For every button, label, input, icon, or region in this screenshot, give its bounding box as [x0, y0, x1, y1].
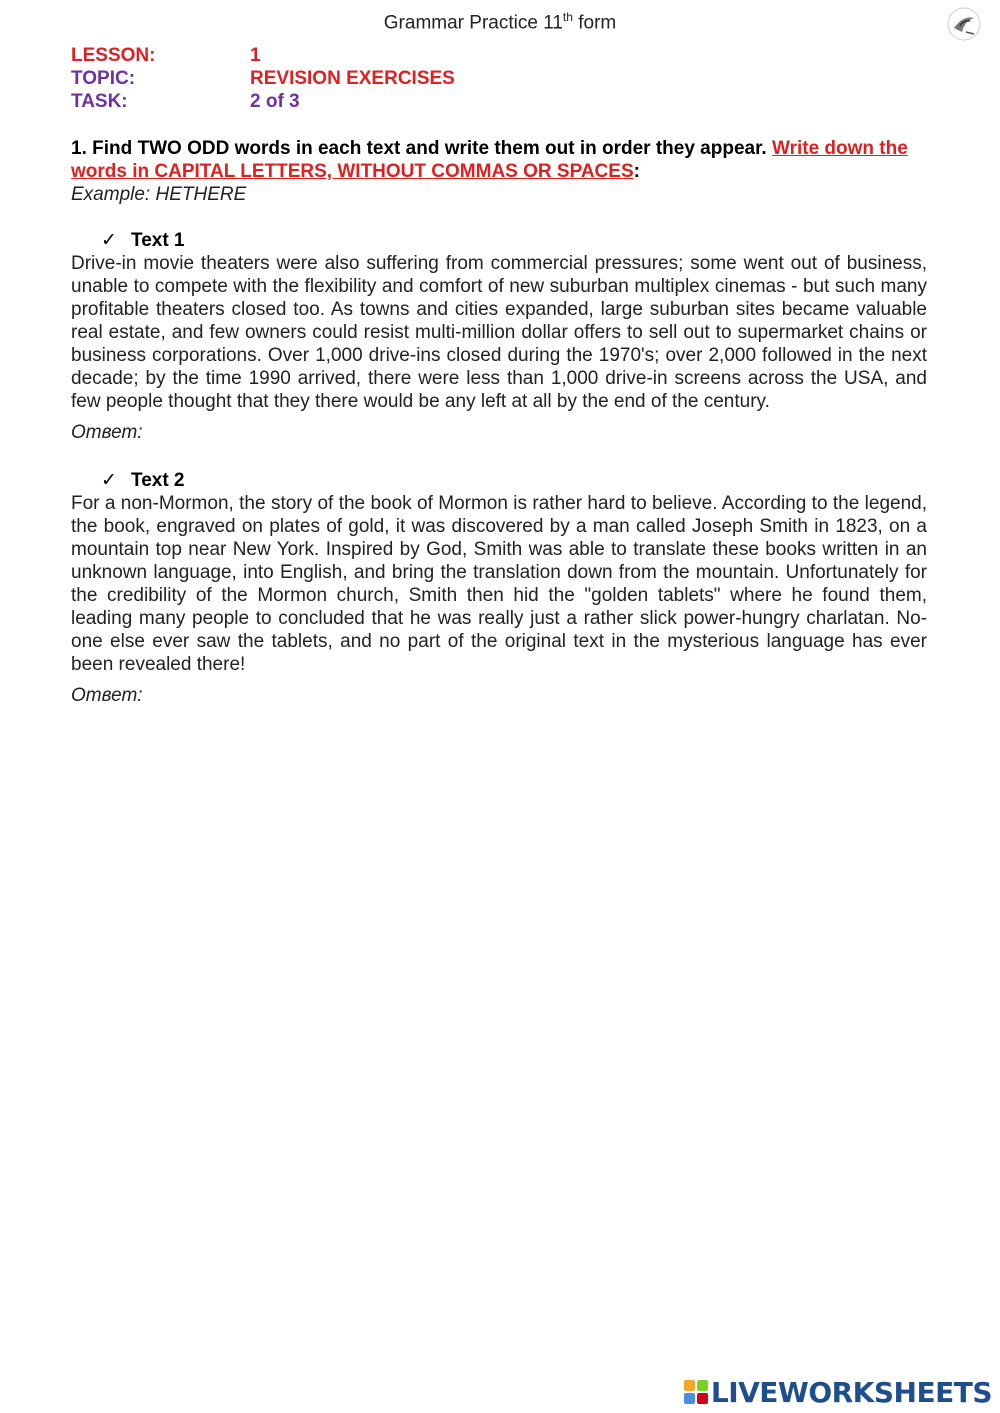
liveworksheets-logo-icon — [684, 1380, 708, 1404]
text-2-answer-label[interactable]: Ответ: — [71, 685, 143, 706]
checkmark-icon: ✓ — [101, 230, 117, 251]
text-2-body: For a non-Mormon, the story of the book of Mormon is rather hard to believe. According to the legend, the book, engraved on plates of gold, it was discovered by a man called Joseph Smith in 1823, on a mountain top near New York. Inspired by God, Smith was able to translate these books written in an unknown language, into English, and bring the translation down from the mountain. Unfortunately for the credibility of the Mormon church, Smith then hid the "golden tablets" where he found them, leading many people to concluded that he was really just a rather slick power-hungry charlatan. No-one else ever saw the tablets, and no part of the original text in the mysterious language has ever been revealed there! — [71, 493, 927, 675]
text-1-answer-label[interactable]: Ответ: — [71, 422, 143, 443]
lesson-row — [71, 44, 455, 67]
text-2-heading — [71, 469, 927, 492]
instruction-colon: : — [633, 161, 640, 182]
header-title: Grammar Practice 11 — [383, 12, 563, 34]
instruction-highlight: Write down the words in CAPITAL LETTERS, WITHOUT COMMAS OR SPACES — [71, 138, 908, 182]
bird-logo-icon — [946, 6, 982, 42]
topic-value: REVISION EXERCISES — [250, 68, 455, 89]
header-title-suffix: form — [578, 12, 617, 34]
text-1-heading — [71, 229, 927, 252]
worksheet-content — [71, 137, 927, 707]
task-row — [71, 90, 455, 113]
instruction — [71, 137, 927, 183]
text-1-body: Drive-in movie theaters were also suffering from commercial pressures; some went out of business, unable to compete with the flexibility and comfort of new suburban multiplex cinemas - but such many profitable theaters closed too. As towns and cities expanded, large suburban sites became valuable real estate, and few owners could resist multi-million dollar offers to sell out to supermarket chains or business corporations. Over 1,000 drive-ins closed during the 1970's; over 2,000 followed in the next decade; by the time 1990 arrived, there were less than 1,000 drive-in screens across the USA, and few people thought that they there would be any left at all by the end of the century. — [71, 253, 927, 412]
checkmark-icon: ✓ — [101, 470, 117, 491]
text-1-title: Text 1 — [131, 230, 185, 251]
task-label: TASK: — [71, 91, 128, 112]
page-header — [0, 10, 1000, 34]
lesson-meta — [71, 44, 455, 113]
brand-name: LIVEWORKSHEETS — [710, 1375, 992, 1409]
lesson-label: LESSON: — [71, 45, 156, 66]
liveworksheets-brand[interactable] — [684, 1377, 992, 1407]
topic-label: TOPIC: — [71, 68, 136, 89]
instruction-main: 1. Find TWO ODD words in each text and write them out in order they appear. — [71, 138, 767, 159]
task-value: 2 of 3 — [250, 91, 300, 112]
example-line: Example: HETHERE — [71, 184, 247, 205]
text-2-title: Text 2 — [131, 470, 185, 491]
lesson-value: 1 — [250, 45, 261, 66]
topic-row — [71, 67, 455, 90]
header-title-sup: th — [562, 10, 573, 24]
